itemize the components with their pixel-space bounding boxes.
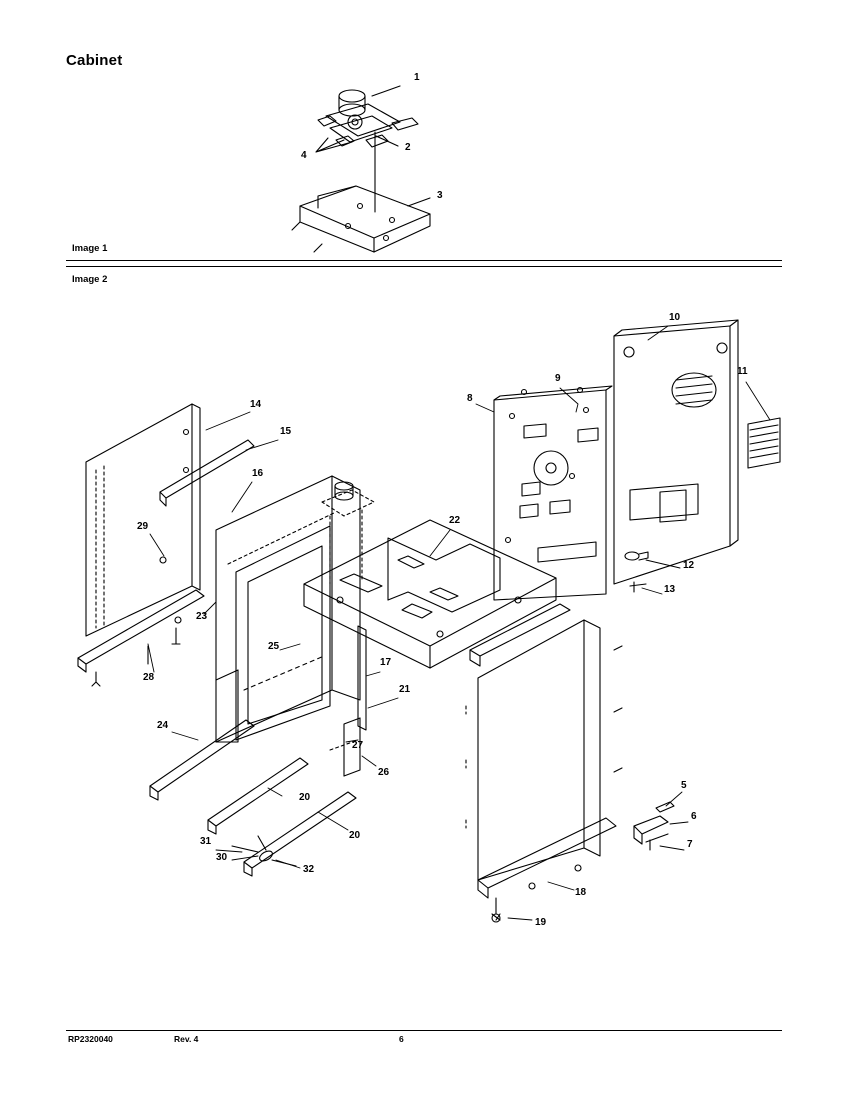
callout-number: 17	[380, 657, 392, 668]
callout-number: 31	[200, 836, 212, 847]
callout-number: 26	[378, 767, 390, 778]
callout-number: 20	[349, 830, 361, 841]
callout-number: 20	[299, 792, 311, 803]
left-side-panel	[78, 404, 254, 686]
callout-number: 4	[301, 150, 307, 161]
front-door	[466, 604, 674, 922]
callout-number: 5	[681, 780, 687, 791]
footer-document-code: RP2320040	[68, 1034, 113, 1044]
footer-revision: Rev. 4	[174, 1034, 199, 1044]
divider-footer	[66, 1030, 782, 1031]
callout-number: 23	[196, 611, 208, 622]
callout-number: 1	[414, 72, 420, 83]
callout-number: 19	[535, 917, 547, 928]
callout-number: 27	[352, 740, 364, 751]
callout-number: 25	[268, 641, 280, 652]
page-title: Cabinet	[66, 52, 123, 69]
callout-number: 2	[405, 142, 411, 153]
callout-number: 14	[250, 399, 262, 410]
callout-number: 11	[737, 366, 748, 377]
callout-number: 13	[664, 584, 676, 595]
section-label-image-1: Image 1	[72, 243, 108, 254]
callout-number: 28	[143, 672, 155, 683]
leader-lines	[148, 326, 770, 920]
divider-top	[66, 260, 782, 261]
callout-number: 15	[280, 426, 292, 437]
top-deck	[304, 482, 556, 668]
oven-liner	[216, 476, 366, 776]
callout-number: 16	[252, 468, 264, 479]
section-label-image-2: Image 2	[72, 274, 108, 285]
callout-number: 12	[683, 560, 695, 571]
callout-number: 18	[575, 887, 587, 898]
callout-number: 21	[399, 684, 411, 695]
footer-page-number: 6	[399, 1034, 404, 1044]
callout-number: 10	[669, 312, 681, 323]
callout-number: 32	[303, 864, 315, 875]
callout-number: 3	[437, 190, 443, 201]
divider-mid	[66, 266, 782, 267]
callout-number: 9	[555, 373, 561, 384]
callout-number: 6	[691, 811, 697, 822]
top-assembly	[292, 86, 430, 252]
callout-number: 30	[216, 852, 228, 863]
right-rear-cover	[614, 320, 780, 592]
callout-number: 7	[687, 839, 693, 850]
callout-number: 8	[467, 393, 473, 404]
loose-rails	[150, 720, 356, 876]
callout-number: 22	[449, 515, 461, 526]
callout-number: 24	[157, 720, 169, 731]
rear-panel	[494, 386, 612, 600]
callout-number: 29	[137, 521, 149, 532]
